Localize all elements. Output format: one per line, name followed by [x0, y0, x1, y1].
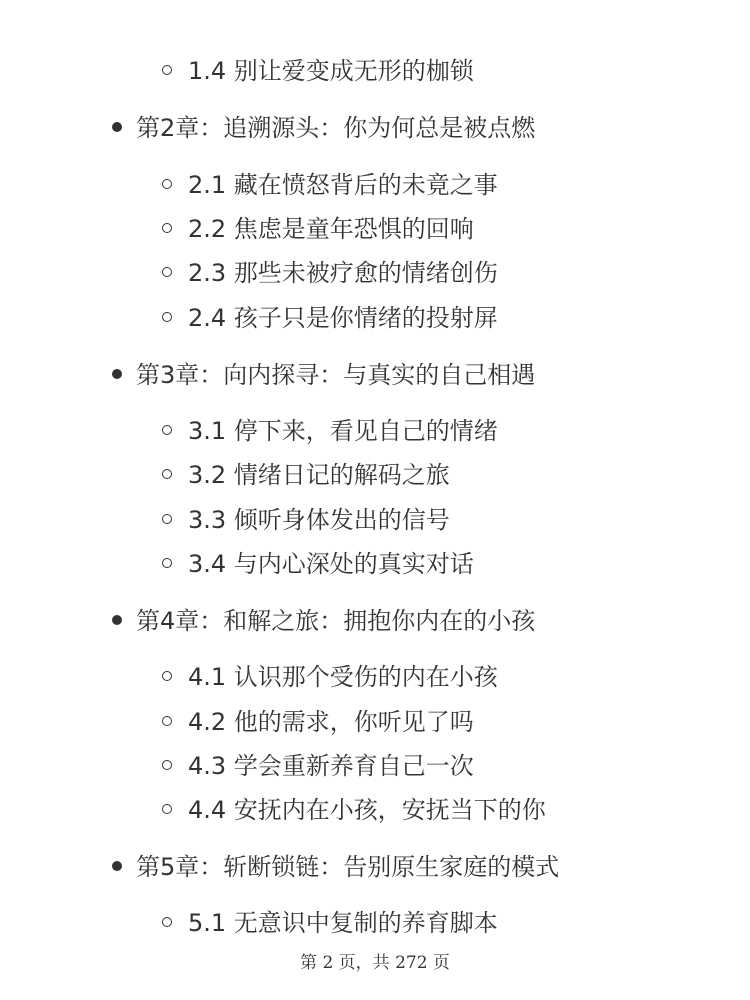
toc-chapter-item [112, 847, 559, 887]
toc-section-item [162, 411, 498, 451]
toc-section-item [162, 790, 546, 830]
toc-section-item [162, 209, 474, 249]
toc-section-label: 4.4 安抚内在小孩，安抚当下的你 [188, 796, 546, 824]
toc-section-item [162, 746, 474, 786]
toc-section-item [162, 51, 474, 91]
toc-section-label: 3.4 与内心深处的真实对话 [188, 550, 474, 578]
hollow-bullet-icon [162, 514, 172, 524]
filled-bullet-icon [112, 369, 122, 379]
hollow-bullet-icon [162, 469, 172, 479]
toc-section-item [162, 455, 450, 495]
hollow-bullet-icon [162, 179, 172, 189]
toc-section-label: 2.1 藏在愤怒背后的未竟之事 [188, 171, 498, 199]
toc-section-item [162, 253, 498, 293]
hollow-bullet-icon [162, 267, 172, 277]
filled-bullet-icon [112, 122, 122, 132]
toc-section-item [162, 657, 498, 697]
toc-chapter-item [112, 108, 535, 148]
toc-section-label: 2.3 那些未被疗愈的情绪创伤 [188, 259, 498, 287]
toc-chapter-label: 第4章：和解之旅：拥抱你内在的小孩 [136, 607, 536, 635]
hollow-bullet-icon [162, 223, 172, 233]
toc-section-label: 4.3 学会重新养育自己一次 [188, 752, 474, 780]
toc-section-item [162, 903, 498, 943]
toc-section-label: 3.1 停下来，看见自己的情绪 [188, 417, 498, 445]
toc-section-item [162, 702, 474, 742]
hollow-bullet-icon [162, 716, 172, 726]
toc-section-label: 3.2 情绪日记的解码之旅 [188, 461, 450, 489]
toc-section-label: 1.4 别让爱变成无形的枷锁 [188, 57, 474, 85]
page-footer: 第 2 页，共 272 页 [300, 953, 450, 973]
hollow-bullet-icon [162, 760, 172, 770]
toc-section-label: 2.2 焦虑是童年恐惧的回响 [188, 215, 474, 243]
toc-chapter-item [112, 601, 535, 641]
toc-section-item [162, 500, 450, 540]
hollow-bullet-icon [162, 65, 172, 75]
toc-section-item [162, 544, 474, 584]
toc-section-item [162, 165, 498, 205]
filled-bullet-icon [112, 615, 122, 625]
hollow-bullet-icon [162, 312, 172, 322]
toc-section-label: 2.4 孩子只是你情绪的投射屏 [188, 304, 498, 332]
toc-section-label: 5.1 无意识中复制的养育脚本 [188, 909, 498, 937]
toc-chapter-label: 第5章：斩断锁链：告别原生家庭的模式 [136, 853, 560, 881]
toc-chapter-label: 第2章：追溯源头：你为何总是被点燃 [136, 114, 536, 142]
hollow-bullet-icon [162, 917, 172, 927]
toc-chapter-label: 第3章：向内探寻：与真实的自己相遇 [136, 361, 536, 389]
filled-bullet-icon [112, 861, 122, 871]
toc-section-label: 4.2 他的需求，你听见了吗 [188, 708, 474, 736]
hollow-bullet-icon [162, 671, 172, 681]
toc-section-label: 3.3 倾听身体发出的信号 [188, 506, 450, 534]
hollow-bullet-icon [162, 558, 172, 568]
toc-section-item [162, 298, 498, 338]
hollow-bullet-icon [162, 425, 172, 435]
toc-section-label: 4.1 认识那个受伤的内在小孩 [188, 663, 498, 691]
toc-chapter-item [112, 355, 535, 395]
hollow-bullet-icon [162, 804, 172, 814]
